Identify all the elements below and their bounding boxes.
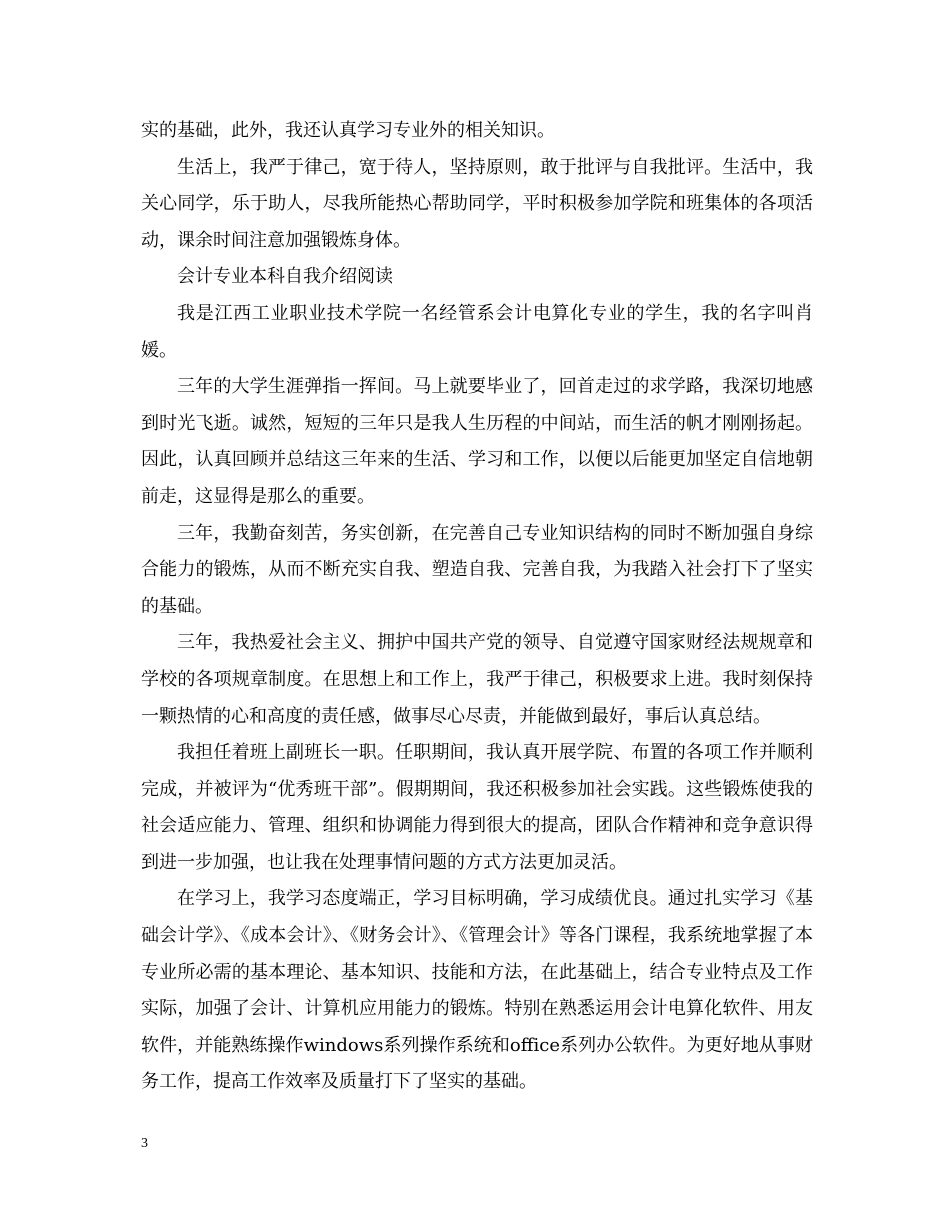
section-heading: 会计专业本科自我介绍阅读 xyxy=(177,266,393,288)
paragraph-5: 三年，我勤奋刻苦，务实创新，在完善自己专业知识结构的同时不断加强自身综合能力的锻炼，从而不断充实自我、塑造自我、完善自我，为我踏入社会打下了坚实的基础。 xyxy=(141,522,813,617)
page-number: 3 xyxy=(141,1136,148,1151)
paragraph-8: 在学习上，我学习态度端正，学习目标明确，学习成绩优良。通过扎实学习《基础会计学》、《成本会计》、《财务会计》、《管理会计》等各门课程，我系统地掌握了本专业所必需的基本理论、基本知识、技能和方法，在此基础上，结合专业特点及工作实际，加强了会计、计算机应用能力的锻炼。特别在熟悉运用会计电算化软件、用友软件，并能熟练操作windows系列操作系统和office系列办公软件。为更好地从事财务工作，提高工作效率及质量打下了坚实的基础。 xyxy=(141,888,813,1093)
document-body xyxy=(141,113,813,1101)
paragraph-6: 三年，我热爱社会主义、拥护中国共产党的领导、自觉遵守国家财经法规规章和学校的各项规章制度。在思想上和工作上，我严于律己，积极要求上进。我时刻保持一颗热情的心和高度的责任感，做事尽心尽责，并能做到最好，事后认真总结。 xyxy=(141,632,813,727)
paragraph-1: 实的基础，此外，我还认真学习专业外的相关知识。 xyxy=(141,120,555,141)
paragraph-7: 我担任着班上副班长一职。任职期间，我认真开展学院、布置的各项工作并顺利完成，并被评为“优秀班干部”。假期期间，我还积极参加社会实践。这些锻炼使我的社会适应能力、管理、组织和协调能力得到很大的提高，团队合作精神和竞争意识得到进一步加强，也让我在处理事情问题的方式方法更加灵活。 xyxy=(141,742,813,873)
paragraph-4: 三年的大学生涯弹指一挥间。马上就要毕业了，回首走过的求学路，我深切地感到时光飞逝。诚然，短短的三年只是我人生历程的中间站，而生活的帆才刚刚扬起。因此，认真回顾并总结这三年来的生活、学习和工作，以便以后能更加坚定自信地朝前走，这显得是那么的重要。 xyxy=(141,376,813,507)
paragraph-2: 生活上，我严于律己，宽于待人，坚持原则，敢于批评与自我批评。生活中，我关心同学，乐于助人，尽我所能热心帮助同学，平时积极参加学院和班集体的各项活动，课余时间注意加强锻炼身体。 xyxy=(141,156,813,251)
paragraph-3: 我是江西工业职业技术学院一名经管系会计电算化专业的学生，我的名字叫肖媛。 xyxy=(141,302,813,361)
